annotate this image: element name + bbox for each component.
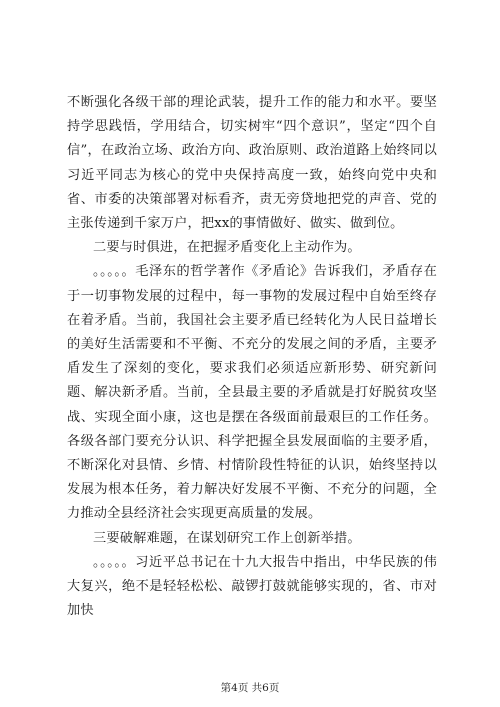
document-body bbox=[67, 91, 437, 623]
paragraph-continuation: 不断强化各级干部的理论武装，提升工作的能力和水平。要坚持学思践悟，学用结合，切实树牢“四个意识”，坚定“四个自信”，在政治立场、政治方向、政治原则、政治道路上始终同以习近平同志为核心的党中央保持高度一致，始终向党中央和省、市委的决策部署对标看齐，责无旁贷地把党的声音、党的主张传递到千家万户，把xx的事情做好、做实、做到位。 bbox=[67, 95, 437, 232]
page-footer: 第4页 共6页 bbox=[220, 682, 280, 694]
section-heading-three: 三要破解难题，在谋划研究工作上创新举措。 bbox=[93, 530, 361, 546]
paragraph-contradiction: 。。。。。毛泽东的哲学著作《矛盾论》告诉我们，矛盾存在于一切事物发展的过程中，每一事物的发展过程中自始至终存在着矛盾。当前，我国社会主要矛盾已经转化为人民日益增长的美好生活需要和不平衡、不充分的发展之间的矛盾，主要矛盾发生了深刻的变化，要求我们必须适应新形势、研究新问题、解决新矛盾。当前，全县最主要的矛盾就是打好脱贫攻坚战、实现全面小康，这也是摆在各级面前最艰巨的工作任务。各级各部门要充分认识、科学把握全县发展面临的主要矛盾，不断深化对县情、乡情、村情阶段性特征的认识，始终坚持以发展为根本任务，着力解决好发展不平衡、不充分的问题，全力推动全县经济社会实现更高质量的发展。 bbox=[67, 264, 437, 522]
section-heading-two: 二要与时俱进，在把握矛盾变化上主动作为。 bbox=[93, 240, 361, 256]
paragraph-rejuvenation: 。。。。。习近平总书记在十九大报告中指出，中华民族的伟大复兴，绝不是轻轻松松、敲锣打鼓就能够实现的，省、市对加快 bbox=[67, 554, 437, 619]
